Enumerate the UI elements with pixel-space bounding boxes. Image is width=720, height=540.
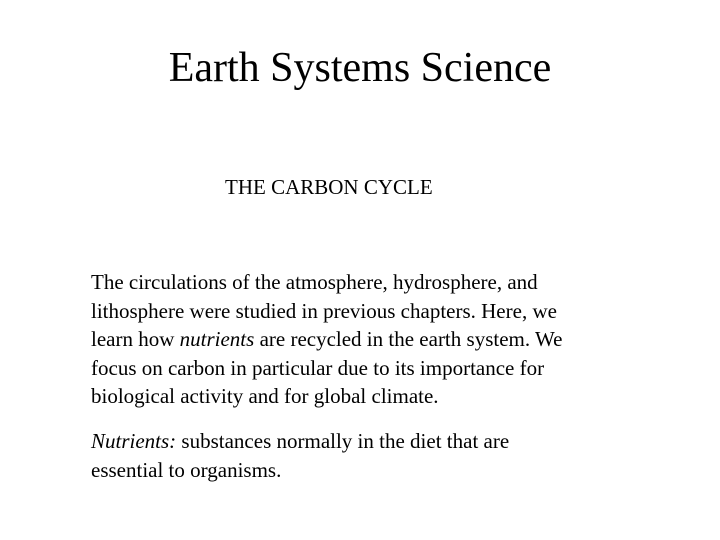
- nutrients-emphasis: nutrients: [179, 327, 255, 351]
- intro-line-3: [91, 325, 651, 354]
- definition-line-1: [91, 427, 651, 456]
- intro-line-5: biological activity and for global climate.: [91, 384, 439, 408]
- intro-line-2: lithosphere were studied in previous chapters. Here, we: [91, 298, 557, 323]
- intro-line-1: The circulations of the atmosphere, hydrosphere, and: [91, 270, 538, 294]
- definition-text-1: substances normally in the diet that are: [176, 429, 510, 453]
- definition-term: Nutrients:: [91, 429, 177, 453]
- intro-line-3-end: are recycled in the earth system. We: [254, 327, 563, 351]
- definition-line-2: essential to organisms.: [91, 457, 282, 482]
- definition-paragraph: [91, 427, 651, 484]
- intro-paragraph: [91, 268, 651, 411]
- slide-title: Earth Systems Science: [168, 45, 552, 91]
- section-subtitle: THE CARBON CYCLE: [225, 175, 433, 199]
- intro-line-4: focus on carbon in particular due to its importance for: [91, 355, 545, 380]
- intro-line-3-start: learn how: [91, 327, 180, 351]
